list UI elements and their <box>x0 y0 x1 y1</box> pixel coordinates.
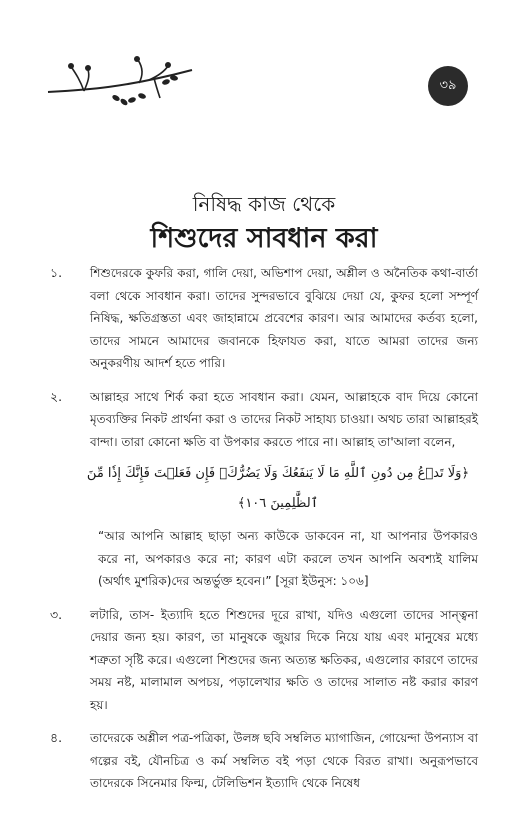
list-item-4 <box>50 727 478 795</box>
item-text: লটারি, তাস- ইত্যাদি হতে শিশুদের দূরে রাখা, যদিও এগুলো তাদের সান্ত্বনা দেয়ার জন্য হয়। কারণ, তা মানুষকে জুয়ার দিকে নিয়ে যায় এবং মানুষের মধ্যে শত্রুতা সৃষ্টি করে। এগুলো শিশুদের জন্য অত্যন্ত ক্ষতিকর, এগুলোর কারণে তাদের সময় নষ্ট, মালামাল অপচয়, পড়ালেখার ক্ষতি ও তাদের সালাত নষ্ট করার কারণ হয়। <box>90 607 478 712</box>
item-number: ৩. <box>50 606 63 622</box>
numbered-list <box>50 262 478 806</box>
list-item-2 <box>50 386 478 593</box>
chapter-subtitle: নিষিদ্ধ কাজ থেকে <box>192 192 336 216</box>
branch-ornament <box>44 56 194 116</box>
item-number: ১. <box>50 265 63 280</box>
page-number: ৩৯ <box>439 77 457 93</box>
item-number: ২. <box>50 388 63 404</box>
item-text: তাদেরকে অশ্লীল পত্র-পত্রিকা, উলঙ্গ ছবি সম্বলিত ম্যাগাজিন, গোয়েন্দা উপন্যাস বা গল্পের বই, যৌনচিত্র ও কর্ম সম্বলিত বই পড়া থেকে বিরত রাখা। অনুরূপভাবে তাদেরকে সিনেমার ফিল্ম, টেলিভিশন ইত্যাদি থেকে নিষেধ <box>90 731 478 790</box>
item-text: আল্লাহর সাথে শির্ক করা হতে সাবধান করা। যেমন, আল্লাহকে বাদ দিয়ে কোনো মৃতব্যক্তির নিকট প্রার্থনা করা ও তাদের নিকট সাহায্য চাওয়া। অথচ তারা আল্লাহরই বান্দা। তারা কোনো ক্ষতি বা উপকার করতে পারে না। আল্লাহ তা'আলা বলেন, <box>90 389 478 449</box>
item-number: ৪. <box>50 730 63 745</box>
list-item-3 <box>50 604 478 717</box>
list-item-1 <box>50 262 478 375</box>
quran-verse: ﴿وَلَا تَدۡعُ مِن دُونِ ٱللَّهِ مَا لَا يَنفَعُكَ وَلَا يَضُرُّكَۖ فَإِن فَعَلۡتَ فَإِنَّكَ إِذٗا مِّنَ ٱلظَّٰلِمِينَ ١٠٦﴾ <box>86 466 470 511</box>
verse-translation: “আর আপনি আল্লাহ ছাড়া অন্য কাউকে ডাকবেন না, যা আপনার উপকারও করে না, অপকারও করে না; কারণ এটা করলে তখন আপনি অবশ্যই যালিম (অর্থাৎ মুশরিক)দের অন্তর্ভুক্ত হবেন।” [সূরা ইউনুস: ১০৬] <box>98 529 478 588</box>
item-text: শিশুদেরকে কুফরি করা, গালি দেয়া, অভিশাপ দেয়া, অশ্লীল ও অনৈতিক কথা-বার্তা বলা থেকে সাবধান করা। তাদের সুন্দরভাবে বুঝিয়ে দেয়া যে, কুফর হলো সম্পূর্ণ নিষিদ্ধ, ক্ষতিগ্রস্ততা এবং জাহান্নামে প্রবেশের কারণ। আর আমাদের কর্তব্য হলো, তাদের সামনে আমাদের জবানকে হিফাযত করা, যাতে আমরা তাদের জন্য অনুকরণীয় আদর্শ হতে পারি। <box>90 266 478 370</box>
chapter-title: শিশুদের সাবধান করা <box>150 223 378 254</box>
page-number-badge <box>428 66 468 106</box>
